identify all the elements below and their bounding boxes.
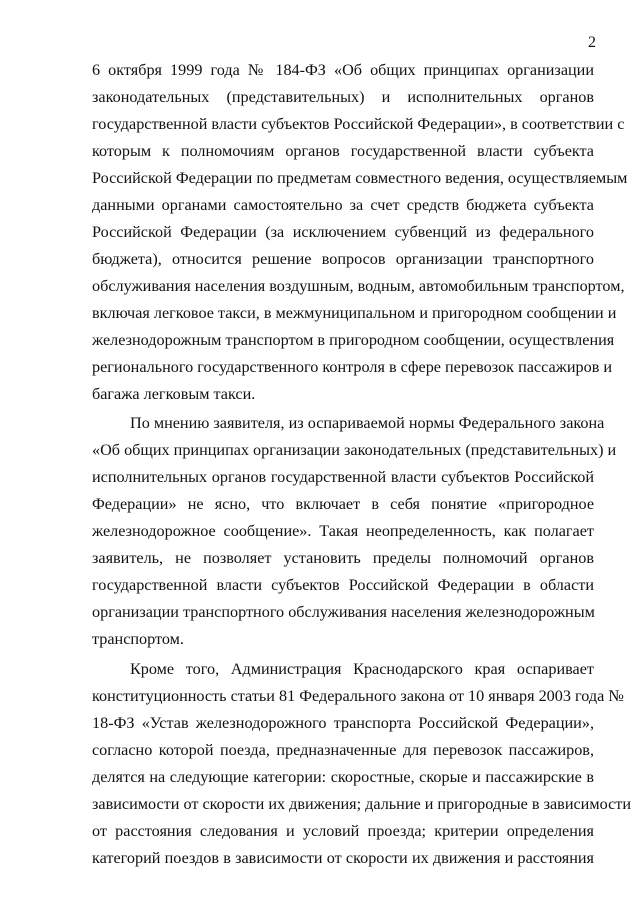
paragraph-1-line: железнодорожным транспортом в пригородном сообщении, осуществления (92, 331, 615, 349)
paragraph-1-line: багажа легковым такси. (92, 385, 256, 403)
paragraph-2-line: Федерации» не ясно, что включает в себя понятие «пригородное (92, 495, 594, 513)
paragraph-2-line: организации транспортного обслуживания населения железнодорожным (92, 603, 595, 621)
paragraph-3-line: согласно которой поезда, предназначенные для перевозок пассажиров, (92, 741, 594, 759)
paragraph-2-line: заявитель, не позволяет установить пределы полномочий органов (92, 549, 594, 567)
paragraph-1-line: данными органами самостоятельно за счет средств бюджета субъекта (92, 196, 594, 214)
paragraph-2-line: исполнительных органов государственной власти субъектов Российской (92, 468, 594, 486)
paragraph-1-line: Российской Федерации (за исключением субвенций из федерального (92, 223, 594, 241)
paragraph-2-line: железнодорожное сообщение». Такая неопределенность, как полагает (92, 522, 594, 540)
paragraph-3-line: 18-ФЗ «Устав железнодорожного транспорта Российской Федерации», (92, 714, 594, 732)
paragraph-3-line: конституционность статьи 81 Федерального закона от 10 января 2003 года № (92, 687, 624, 705)
paragraph-2-line: По мнению заявителя, из оспариваемой нормы Федерального закона (130, 414, 605, 432)
paragraph-2-line: транспортом. (92, 630, 184, 648)
paragraph-2-line: «Об общих принципах организации законодательных (представительных) и (92, 441, 617, 459)
paragraph-1-line: обслуживания населения воздушным, водным, автомобильным транспортом, (92, 277, 625, 295)
paragraph-1-line: 6 октября 1999 года № 184-ФЗ «Об общих принципах организации (92, 61, 594, 79)
paragraph-1-line: Российской Федерации по предметам совместного ведения, осуществляемым (92, 169, 628, 187)
page-number: 2 (588, 34, 596, 51)
paragraph-1-line: которым к полномочиям органов государственной власти субъекта (92, 142, 594, 160)
paragraph-3-line: категорий поездов в зависимости от скорости их движения и расстояния (92, 849, 594, 867)
paragraph-2-line: государственной власти субъектов Российской Федерации в области (92, 576, 594, 594)
paragraph-3-line: делятся на следующие категории: скоростные, скорые и пассажирские в (92, 768, 594, 786)
paragraph-3-line: от расстояния следования и условий проезда; критерии определения (92, 822, 594, 840)
paragraph-1-line: законодательных (представительных) и исполнительных органов (92, 88, 594, 106)
paragraph-3-line: Кроме того, Администрация Краснодарского края оспаривает (130, 660, 594, 678)
paragraph-1-line: государственной власти субъектов Российской Федерации», в соответствии с (92, 115, 625, 133)
paragraph-3-line: зависимости от скорости их движения; дальние и пригородные в зависимости (92, 795, 631, 813)
paragraph-1-line: регионального государственного контроля в сфере перевозок пассажиров и (92, 358, 613, 376)
paragraph-1-line: включая легковое такси, в межмуниципальном и пригородном сообщении и (92, 304, 617, 322)
paragraph-1-line: бюджета), относится решение вопросов организации транспортного (92, 250, 594, 268)
